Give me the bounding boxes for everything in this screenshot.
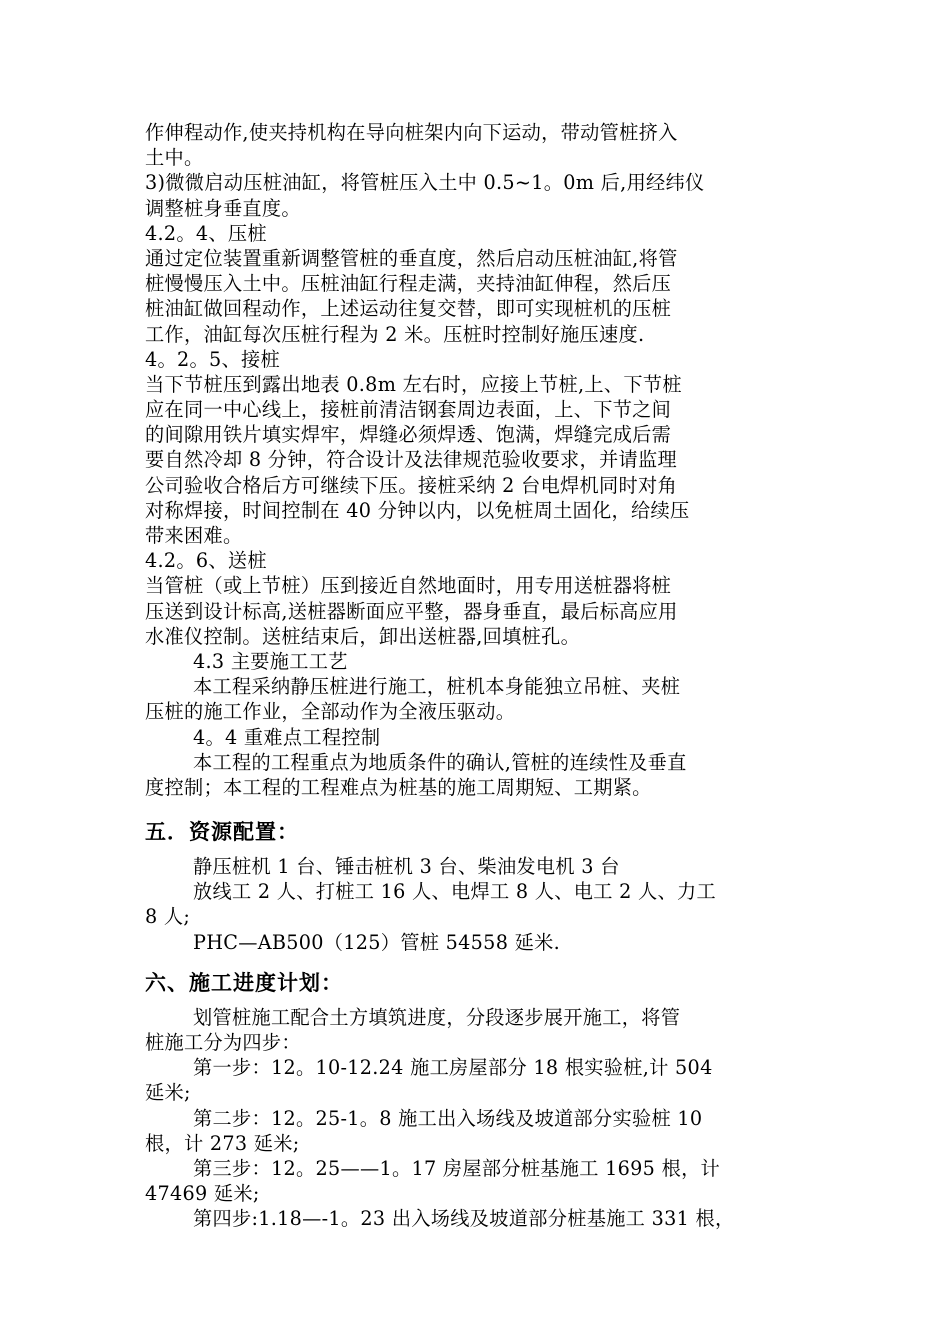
text-line: 47469 延米; [145,1182,260,1206]
text-line: 桩油缸做回程动作，上述运动往复交替，即可实现桩机的压桩 [145,297,672,321]
text-line: 延米; [145,1081,191,1105]
text-line: 本工程的工程重点为地质条件的确认,管桩的连续性及垂直 [193,750,687,774]
text-line: 应在同一中心线上，接桩前清洁钢套周边表面，上、下节之间 [145,398,672,422]
text-line: 3)微微启动压桩油缸，将管桩压入土中 0.5~1。0m 后,用经纬仪 [145,171,705,195]
text-line: 工作，油缸每次压桩行程为 2 米。压桩时控制好施压速度. [145,322,645,346]
text-line: 水准仪控制。送桩结束后，卸出送桩器,回填桩孔。 [145,624,581,648]
text-line: 根，计 273 延米; [145,1131,300,1155]
text-line: 静压桩机 1 台、锤击桩机 3 台、柴油发电机 3 台 [193,855,620,879]
text-line: 桩施工分为四步： [145,1031,301,1054]
text-line: 当管桩（或上节桩）压到接近自然地面时，用专用送桩器将桩 [145,574,672,598]
text-line: 第一步：12。10-12.24 施工房屋部分 18 根实验桩,计 504 [193,1056,713,1080]
text-line: 通过定位装置重新调整管桩的垂直度，然后启动压桩油缸,将管 [145,246,678,270]
text-line: 本工程采纳静压桩进行施工，桩机本身能独立吊桩、夹桩 [193,675,681,699]
text-line: 划管桩施工配合土方填筑进度，分段逐步展开施工，将管 [193,1005,681,1029]
text-line: 第二步：12。25-1。8 施工出入场线及坡道部分实验桩 10 [193,1106,703,1130]
text-line: 第三步：12。25——1。17 房屋部分桩基施工 1695 根，计 [193,1156,721,1180]
text-line: 压桩的施工作业，全部动作为全液压驱动。 [145,700,516,724]
text-line: 的间隙用铁片填实焊牢，焊缝必须焊透、饱满，焊缝完成后需 [145,423,672,447]
text-line: 8 人; [145,905,191,929]
subheading-4-2-6: 4.2。6、送桩 [145,549,267,573]
text-line: 作伸程动作,使夹持机构在导向桩架内向下运动，带动管桩挤入 [145,121,678,144]
section-heading-6: 六、施工进度计划： [145,970,343,995]
text-line: 要自然冷却 8 分钟，符合设计及法律规范验收要求，并请监理 [145,448,677,472]
subheading-4-2-5: 4。2。5、接桩 [145,347,280,371]
subheading-4-4: 4。4 重难点工程控制 [193,725,381,749]
text-line: 土中。 [145,146,204,170]
section-heading-5: 五．资源配置： [145,820,299,845]
text-line: 公司验收合格后方可继续下压。接桩采纳 2 台电焊机同时对角 [145,473,677,497]
text-line: 对称焊接，时间控制在 40 分钟以内，以免桩周土固化，给续压 [145,498,690,522]
document-page [145,120,810,1232]
text-line: 桩慢慢压入土中。压桩油缸行程走满，夹持油缸伸程，然后压 [145,272,672,296]
text-line: 压送到设计标高,送桩器断面应平整，器身垂直，最后标高应用 [145,599,678,623]
text-line: 当下节桩压到露出地表 0.8m 左右时，应接上节桩,上、下节桩 [145,372,682,396]
text-line: 带来困难。 [145,524,243,547]
subheading-4-2-4: 4.2。4、压桩 [145,221,267,245]
text-line: 放线工 2 人、打桩工 16 人、电焊工 8 人、电工 2 人、力工 [193,880,716,904]
text-line: 调整桩身垂直度。 [145,196,301,220]
text-line: PHC—AB500（125）管桩 54558 延米. [193,930,560,954]
text-line: 第四步:1.18—-1。23 出入场线及坡道部分桩基施工 331 根， [193,1207,735,1231]
text-line: 度控制；本工程的工程难点为桩基的施工周期短、工期紧。 [145,775,652,799]
subheading-4-3: 4.3 主要施工工艺 [193,649,348,673]
